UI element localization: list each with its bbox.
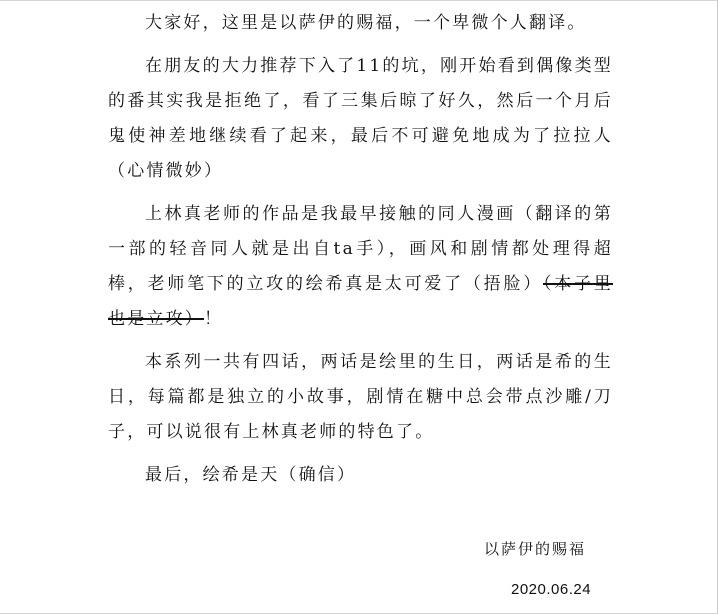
author-text: 上林真老师的作品是我最早接触的同人漫画（翻译的第一部的轻音同人就是出自ta手），画风和剧情都处理得超棒，老师笔下的立攻的绘希真是太可爱了（捂脸） [108, 204, 613, 294]
struck-through-text: （本子里也是立攻） [108, 274, 613, 329]
paragraph-closing: 最后，绘希是天（确信） [145, 465, 357, 485]
date: 2020.06.24 [511, 581, 592, 598]
author-text-end: ！ [204, 309, 224, 329]
signature: 以萨伊的赐福 [484, 540, 587, 558]
paragraph-greeting: 大家好，这里是以萨伊的赐福，一个卑微个人翻译。 [145, 13, 587, 33]
paragraph-introduction: 在朋友的大力推荐下入了11的坑，刚开始看到偶像类型的番其实我是拒绝了，看了三集后晾了好久，然后一个月后鬼使神差地继续看了起来，最后不可避免地成为了拉拉人（心情微妙） [108, 56, 613, 181]
document-body [108, 6, 613, 493]
paragraph-series: 本系列一共有四话，两话是绘里的生日，两话是希的生日，每篇都是独立的小故事，剧情在糖中总会带点沙雕/刀子，可以说很有上林真老师的特色了。 [108, 352, 613, 442]
paragraph-author [108, 197, 613, 337]
